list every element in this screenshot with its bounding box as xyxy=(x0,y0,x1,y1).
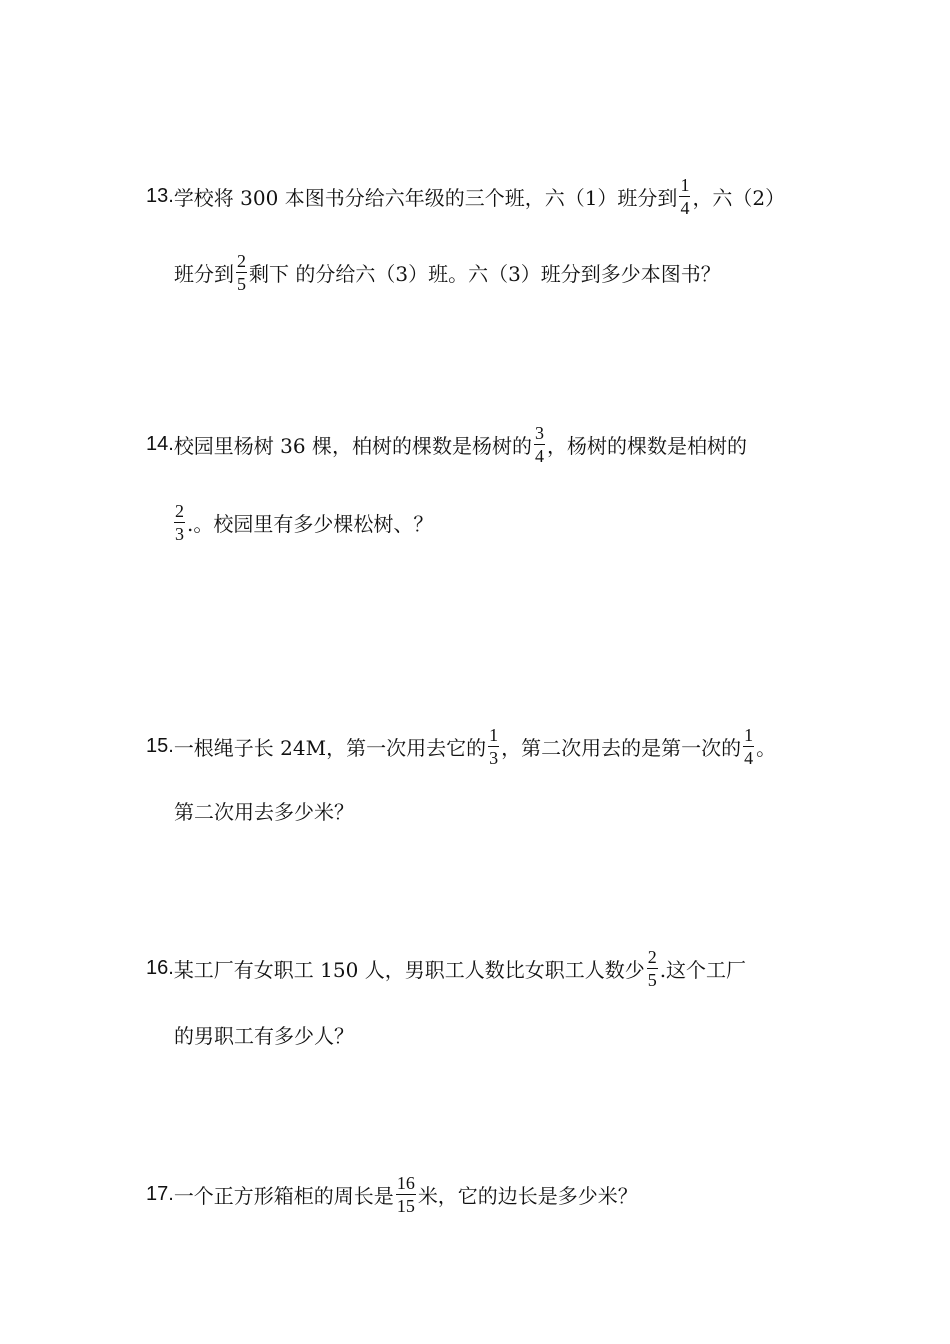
fraction-numerator: 1 xyxy=(489,724,499,745)
fraction-numerator: 1 xyxy=(680,174,690,195)
fraction xyxy=(174,501,185,544)
problem-14-line-2 xyxy=(172,498,433,546)
problem-13-line-1 xyxy=(146,172,785,220)
problem-text: .。校园里有多少棵松树、？ xyxy=(187,511,434,536)
problem-text: .这个工厂 xyxy=(659,957,747,982)
fraction xyxy=(679,175,690,218)
problem-text: 米，它的边长是多少米？ xyxy=(417,1183,638,1208)
fraction xyxy=(488,725,499,768)
problem-text: 剩下 的分给六（3）班。六（3）班分到多少本图书？ xyxy=(249,261,721,286)
fraction-numerator: 3 xyxy=(534,422,544,443)
fraction-numerator: 2 xyxy=(175,500,184,521)
fraction-numerator: 2 xyxy=(647,946,657,967)
problem-text: ，第二次用去的是第一次的 xyxy=(501,735,742,760)
fraction-denominator: 5 xyxy=(647,969,657,990)
fraction xyxy=(647,947,658,990)
problem-13-line-2 xyxy=(174,248,721,296)
problem-14-line-1 xyxy=(146,420,747,468)
fraction-numerator: 2 xyxy=(237,250,246,271)
problem-text: 一根绳子长 24M，第一次用去它的 xyxy=(173,735,487,760)
problem-number: 14. xyxy=(146,432,174,455)
problem-text: 第二次用去多少米？ xyxy=(174,799,354,824)
fraction-denominator: 5 xyxy=(237,273,246,294)
problem-number: 16. xyxy=(146,956,174,979)
problem-16-line-1 xyxy=(146,944,746,992)
problem-text: 。 xyxy=(756,735,777,760)
problem-text: 一个正方形箱柜的周长是 xyxy=(173,1183,394,1208)
problem-15-line-2 xyxy=(174,786,354,834)
problem-text: 某工厂有女职工 150 人，男职工人数比女职工人数少 xyxy=(173,957,645,982)
fraction-numerator: 16 xyxy=(396,1172,415,1193)
problem-text: ，杨树的棵数是柏树的 xyxy=(546,433,747,458)
problem-15-line-1 xyxy=(146,722,776,770)
problem-text: 学校将 300 本图书分给六年级的三个班，六（1）班分到 xyxy=(173,185,678,210)
fraction-numerator: 1 xyxy=(744,724,754,745)
fraction-denominator: 3 xyxy=(175,523,184,544)
fraction-denominator: 3 xyxy=(489,747,499,768)
problem-number: 13. xyxy=(146,184,174,207)
fraction xyxy=(743,725,754,768)
problem-number: 15. xyxy=(146,734,174,757)
problem-17-line-1 xyxy=(146,1170,638,1218)
fraction-denominator: 4 xyxy=(680,197,690,218)
fraction xyxy=(534,423,545,466)
problem-text: 的男职工有多少人？ xyxy=(174,1023,354,1048)
fraction xyxy=(236,251,247,294)
fraction-denominator: 15 xyxy=(396,1195,415,1216)
problem-number: 17. xyxy=(146,1182,174,1205)
problem-text: ，六（2） xyxy=(692,185,786,210)
problem-text: 校园里杨树 36 棵，柏树的棵数是杨树的 xyxy=(173,433,532,458)
fraction xyxy=(396,1173,416,1216)
problem-16-line-2 xyxy=(174,1010,354,1058)
problem-text: 班分到 xyxy=(174,261,234,286)
fraction-denominator: 4 xyxy=(534,445,544,466)
fraction-denominator: 4 xyxy=(744,747,754,768)
